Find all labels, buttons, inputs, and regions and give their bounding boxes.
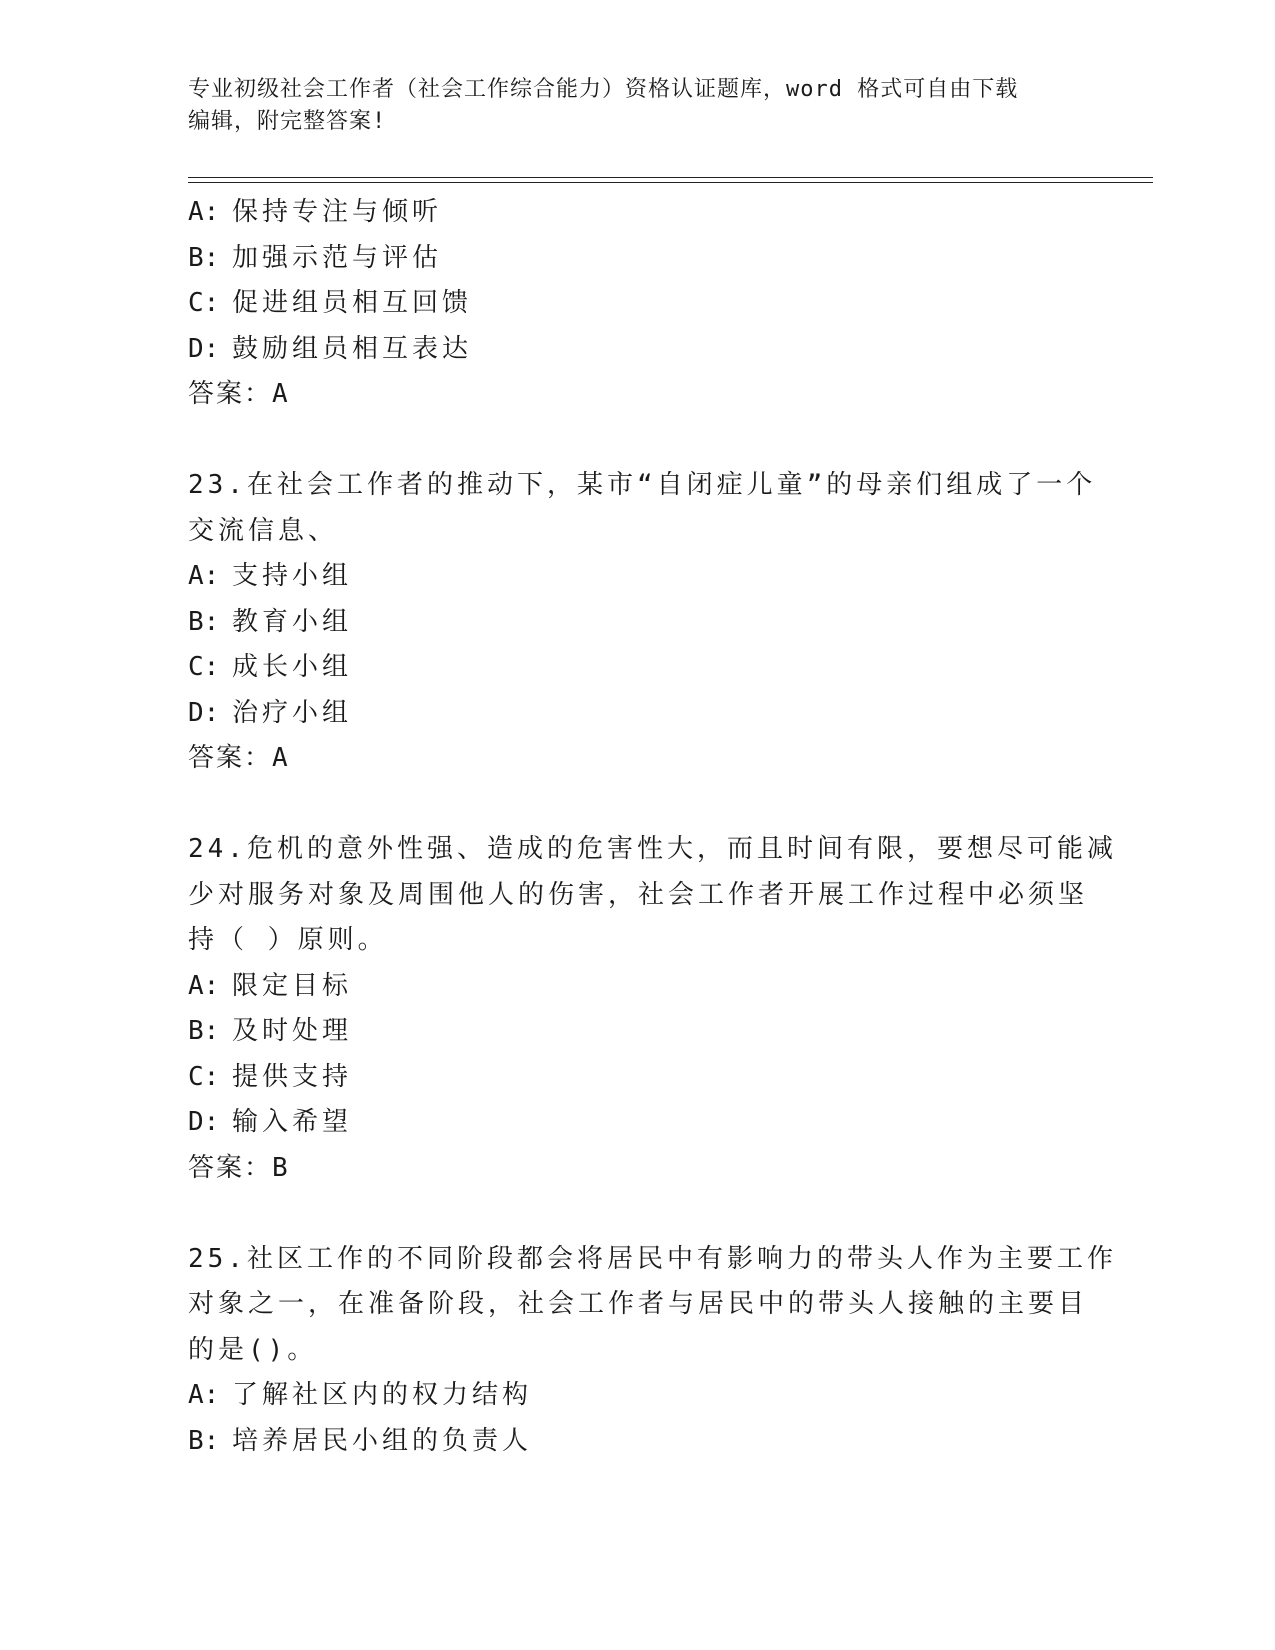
question-25-block xyxy=(188,1237,1117,1465)
option-b: B: 加强示范与评估 xyxy=(188,242,443,273)
header-line-2: 编辑，附完整答案! xyxy=(188,109,387,134)
header-divider-bottom xyxy=(188,182,1153,183)
option-b: B: 教育小组 xyxy=(188,606,353,637)
question-text-line: 交流信息、 xyxy=(188,515,339,546)
question-text-line: 持（ ）原则。 xyxy=(188,925,388,955)
question-text-line: 对象之一，在准备阶段，社会工作者与居民中的带头人接触的主要目 xyxy=(188,1289,1089,1319)
document-header xyxy=(188,74,1088,138)
option-c: C: 提供支持 xyxy=(188,1061,353,1092)
question-text-line: 的是()。 xyxy=(188,1334,318,1365)
answer-line: 答案：A xyxy=(188,743,290,773)
option-d: D: 鼓励组员相互表达 xyxy=(188,333,473,364)
option-d: D: 输入希望 xyxy=(188,1107,353,1137)
question-22-block xyxy=(188,190,1088,418)
option-a: A: 保持专注与倾听 xyxy=(188,197,443,227)
question-23-block xyxy=(188,463,1097,782)
option-c: C: 促进组员相互回馈 xyxy=(188,288,473,318)
option-b: B: 及时处理 xyxy=(188,1016,353,1046)
option-b: B: 培养居民小组的负责人 xyxy=(188,1425,533,1456)
header-line-1: 专业初级社会工作者（社会工作综合能力）资格认证题库，word 格式可自由下载 xyxy=(188,77,1019,102)
option-a: A: 了解社区内的权力结构 xyxy=(188,1380,533,1410)
option-a: A: 支持小组 xyxy=(188,561,353,591)
question-text-line: 24.危机的意外性强、造成的危害性大，而且时间有限，要想尽可能减 xyxy=(188,834,1117,864)
option-d: D: 治疗小组 xyxy=(188,697,353,728)
option-a: A: 限定目标 xyxy=(188,970,353,1001)
answer-line: 答案：A xyxy=(188,379,290,409)
document-body xyxy=(188,190,1117,1464)
question-24-block xyxy=(188,827,1117,1191)
header-divider-top xyxy=(188,177,1153,178)
answer-line: 答案：B xyxy=(188,1152,290,1183)
question-text-line: 23.在社会工作者的推动下，某市“自闭症儿童”的母亲们组成了一个 xyxy=(188,470,1097,500)
question-text-line: 少对服务对象及周围他人的伤害，社会工作者开展工作过程中必须坚 xyxy=(188,879,1089,910)
question-text-line: 25.社区工作的不同阶段都会将居民中有影响力的带头人作为主要工作 xyxy=(188,1243,1117,1274)
option-c: C: 成长小组 xyxy=(188,652,353,682)
